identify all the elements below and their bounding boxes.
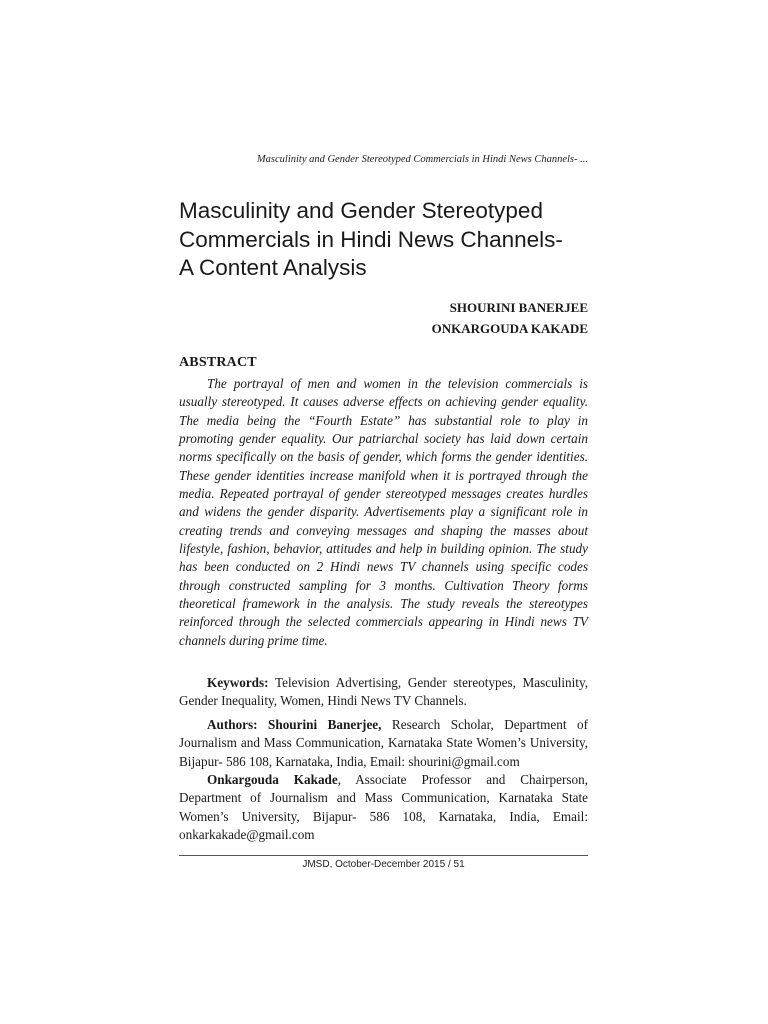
authors-label: Authors: Shourini Banerjee, xyxy=(207,717,382,732)
footer-rule xyxy=(179,855,588,856)
author-1-affiliation: Research Scholar, Department of Journalism and Mass Communication, Karnataka State Women’s University, Bijapur- 586 108, Karnataka, India, Email: shourini@gmail.com xyxy=(179,717,588,769)
running-header: Masculinity and Gender Stereotyped Commercials in Hindi News Channels- ... xyxy=(256,154,588,165)
author-2-info xyxy=(179,771,588,845)
author-2-affiliation: , Associate Professor and Chairperson, Department of Journalism and Mass Communication, Karnataka State Women’s University, Bijapur- 586 108, Karnataka, India, Email: onkarkakade@gmail.com xyxy=(179,772,588,843)
author-1-info xyxy=(179,716,588,771)
author-name-2: ONKARGOUDA KAKADE xyxy=(431,321,588,336)
title-line-3: A Content Analysis xyxy=(179,255,367,280)
paper-page xyxy=(179,0,588,1024)
title-line-2: Commercials in Hindi News Channels- xyxy=(179,226,563,252)
author-2-name: Onkargouda Kakade xyxy=(207,772,338,787)
abstract-heading: ABSTRACT xyxy=(179,355,257,370)
title-line-1: Masculinity and Gender Stereotyped xyxy=(179,198,543,223)
author-names xyxy=(432,297,588,339)
keywords-label: Keywords: xyxy=(207,675,269,690)
author-name-1: SHOURINI BANERJEE xyxy=(449,300,588,315)
keywords-paragraph xyxy=(179,674,588,711)
page-footer: JMSD, October-December 2015 / 51 xyxy=(302,859,465,870)
abstract-text: The portrayal of men and women in the television commercials is usually stereotyped. It causes adverse effects on achieving gender equality. The media being the “Fourth Estate” has substantial role to play in promoting gender equality. Our patriarchal society has laid down certain norms specifically on the basis of gender, which forms the gender identities. These gender identities increase manifold when it is portrayed through the media. Repeated portrayal of gender stereotyped messages creates hurdles and widens the gender disparity. Advertisements play a significant role in creating trends and conveying messages and shaping the masses about lifestyle, fashion, behavior, attitudes and help in building opinion. The study has been conducted on 2 Hindi news TV channels using specific codes through constructed sampling for 3 months. Cultivation Theory forms theoretical framework in the analysis. The study reveals the stereotypes reinforced through the selected commercials appearing in Hindi news TV channels during prime time. xyxy=(179,376,588,648)
paper-title xyxy=(179,197,599,283)
keywords-text: Television Advertising, Gender stereotypes, Masculinity, Gender Inequality, Women, Hindi News TV Channels. xyxy=(179,675,588,709)
